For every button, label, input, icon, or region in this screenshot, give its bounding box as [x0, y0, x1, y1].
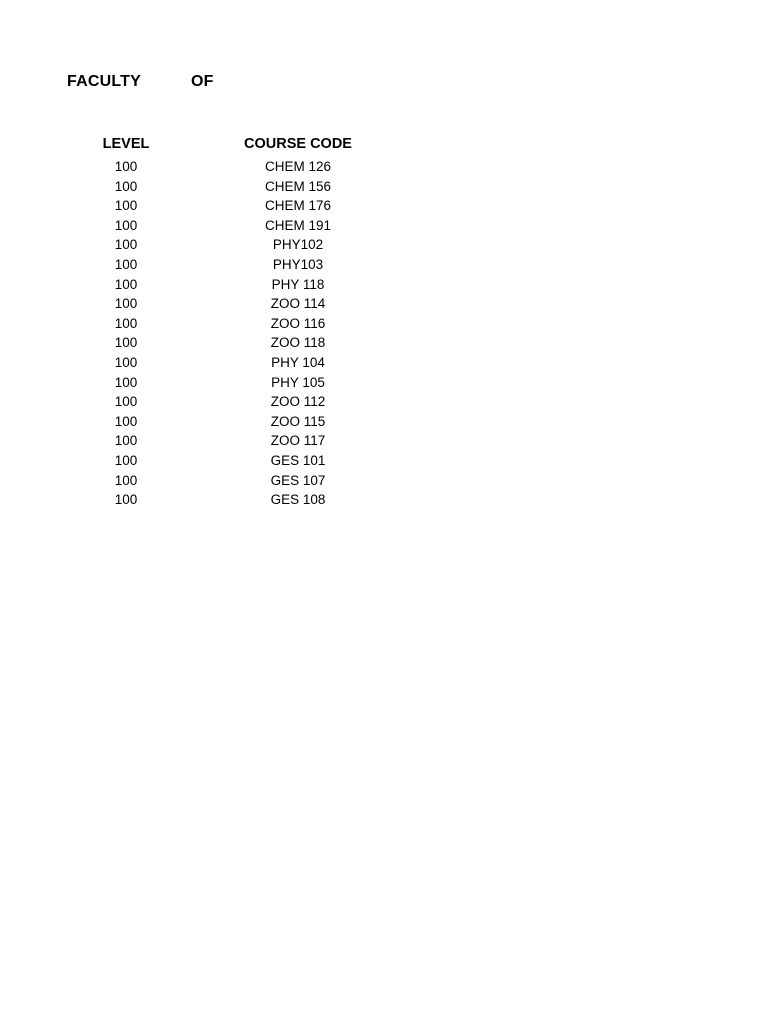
table-row	[0, 490, 768, 510]
table-row	[0, 314, 768, 334]
level-cell: 100	[114, 394, 138, 410]
table-row	[0, 196, 768, 216]
course-code-cell: ZOO 114	[270, 296, 326, 312]
course-code-cell: ZOO 112	[270, 394, 326, 410]
table-row	[0, 255, 768, 275]
course-code-cell: CHEM 176	[264, 198, 332, 214]
table-row	[0, 235, 768, 255]
course-code-column-header: COURSE CODE	[244, 136, 352, 152]
table-row	[0, 216, 768, 236]
table-header-row	[0, 134, 768, 157]
course-code-cell: CHEM 191	[264, 217, 332, 233]
table-row	[0, 353, 768, 373]
course-code-cell: GES 101	[270, 452, 326, 468]
course-table	[0, 134, 768, 510]
course-code-cell: ZOO 117	[270, 433, 326, 449]
level-cell: 100	[114, 452, 138, 468]
level-cell: 100	[114, 178, 138, 194]
level-cell: 100	[114, 276, 138, 292]
course-code-cell: CHEM 156	[264, 178, 332, 194]
course-code-cell: PHY 104	[271, 354, 325, 370]
course-code-cell: GES 107	[270, 472, 326, 488]
level-cell: 100	[114, 237, 138, 253]
table-row	[0, 471, 768, 491]
table-row	[0, 373, 768, 393]
table-row	[0, 157, 768, 177]
course-code-cell: PHY103	[272, 256, 324, 272]
course-code-cell: ZOO 115	[270, 413, 326, 429]
level-cell: 100	[114, 217, 138, 233]
table-row	[0, 294, 768, 314]
table-row	[0, 451, 768, 471]
level-cell: 100	[114, 413, 138, 429]
level-column-header: LEVEL	[102, 136, 150, 152]
table-row	[0, 392, 768, 412]
table-row	[0, 431, 768, 451]
table-row	[0, 177, 768, 197]
table-body	[0, 157, 768, 510]
faculty-heading: FACULTY	[67, 73, 141, 90]
course-code-cell: PHY 118	[271, 276, 325, 292]
course-code-cell: GES 108	[270, 492, 326, 508]
level-cell: 100	[114, 492, 138, 508]
level-cell: 100	[114, 335, 138, 351]
level-cell: 100	[114, 198, 138, 214]
level-cell: 100	[114, 374, 138, 390]
level-cell: 100	[114, 296, 138, 312]
level-cell: 100	[114, 315, 138, 331]
course-code-cell: ZOO 116	[270, 315, 326, 331]
course-code-cell: ZOO 118	[270, 335, 326, 351]
level-cell: 100	[114, 472, 138, 488]
level-cell: 100	[114, 354, 138, 370]
course-code-cell: PHY 105	[271, 374, 325, 390]
level-cell: 100	[114, 256, 138, 272]
level-cell: 100	[114, 159, 138, 174]
table-row	[0, 333, 768, 353]
course-code-cell: PHY102	[272, 237, 324, 253]
level-cell: 100	[114, 433, 138, 449]
faculty-heading-of: OF	[191, 73, 214, 90]
table-row	[0, 275, 768, 295]
table-row	[0, 412, 768, 432]
course-code-cell: CHEM 126	[264, 159, 332, 174]
